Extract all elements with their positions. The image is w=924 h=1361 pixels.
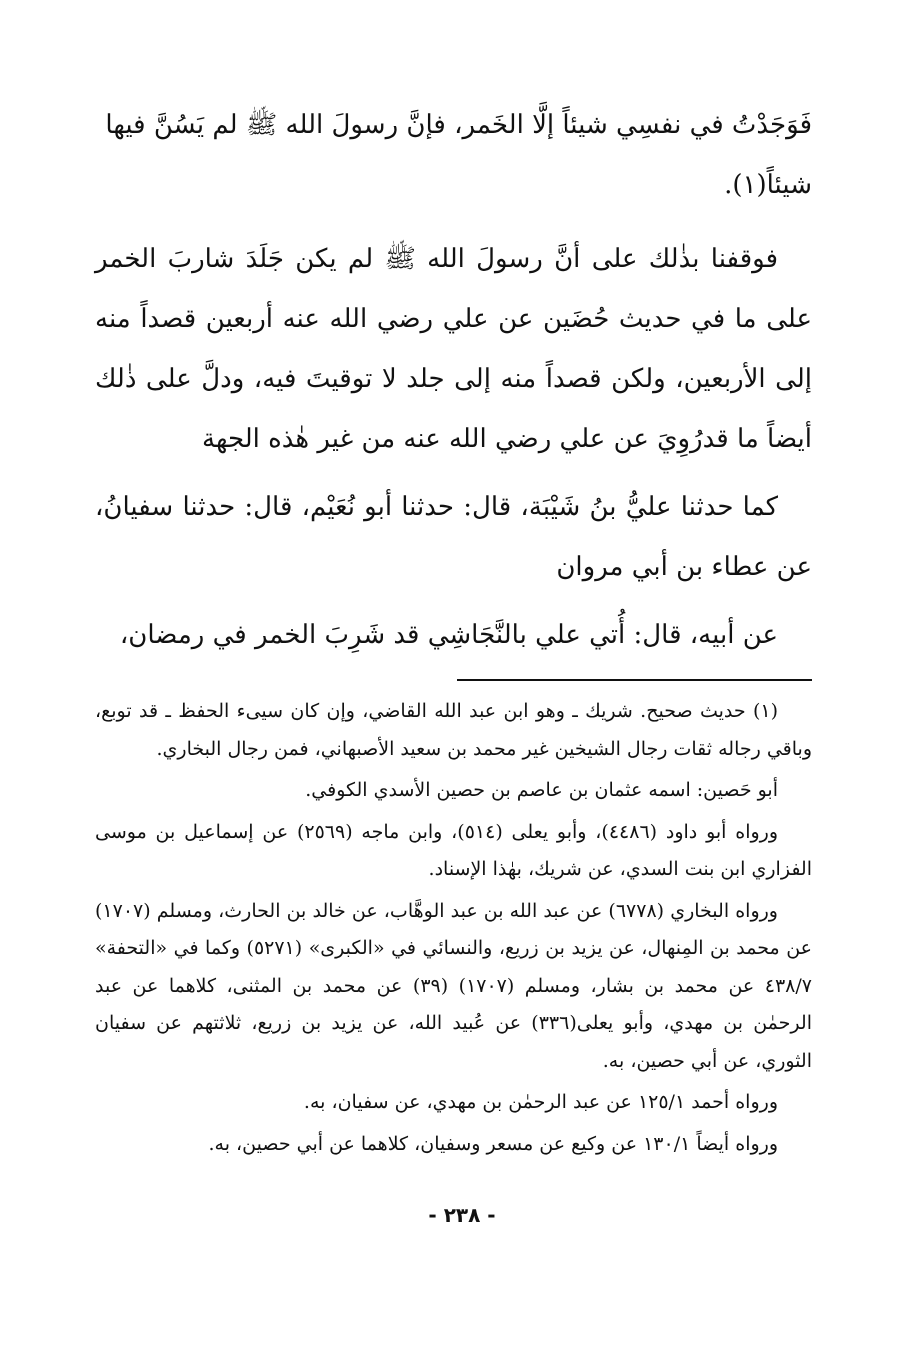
- line: أيضاً ما قدرُوِيَ عن علي رضي الله عنه من غير هٰذه الجهة: [202, 424, 812, 454]
- line: (١) حديث صحيح. شريك ـ وهو ابن عبد الله القاضي، وإن كان سيىء: [236, 700, 779, 722]
- line: ورواه أيضاً ١٣٠/١ عن وكيع عن مسعر وسفيان، كلاهما عن أبي حصين، به.: [208, 1132, 778, 1155]
- line: كما حدثنا عليُّ بنُ شَيْبَة، قال: حدثنا أبو نُعَيْم، قال: حدثنا: [182, 492, 779, 522]
- separator-rule: [457, 679, 812, 681]
- footnote-1: [95, 693, 812, 768]
- footnote-5: [95, 1084, 812, 1122]
- line: إسماعيل بن موسى الفزاري ابن بنت السدي، عن شريك، بهٰذا الإسناد.: [95, 820, 812, 880]
- paragraph-3: [95, 477, 812, 597]
- footnote-2: [95, 772, 812, 810]
- footnotes: [95, 693, 812, 1163]
- line: ورواه أبو داود (٤٤٨٦)، وأبو يعلى (٥١٤)، وابن ماجه (٢٥٦٩) عن: [262, 820, 779, 843]
- line: ورواه أحمد ١٢٥/١ عن عبد الرحمٰن بن مهدي، عن سفيان، به.: [303, 1091, 778, 1113]
- line: إلى الأربعين، ولكن قصداً منه إلى جلد لا توقيتَ فيه، ودلَّ على ذٰلك: [95, 364, 812, 394]
- line: الحفظ ـ قد توبع، وباقي رجاله ثقات رجال الشيخين غير محمد بن سعيد: [95, 700, 812, 760]
- main-text: [95, 95, 812, 665]
- line: فَوَجَدْتُ في نفسِي شيئاً إلَّا الخَمر، فإنَّ رسولَ الله ﷺ لم يَسُنَّ فيها: [105, 110, 812, 140]
- line: عُبيد الله، عن يزيد بن زريع، ثلاثتهم عن سفيان الثوري، عن أبي حصين، به.: [95, 1012, 812, 1072]
- line: ومسلم (١٧٠٧) عن محمد بن المِنهال، عن يزيد بن زريع، والنسائي في «الكبرى»: [95, 899, 812, 959]
- line: عن أبيه، قال: أُتي علي بالنَّجَاشِي قد شَرِبَ الخمر في رمضان،: [119, 620, 778, 650]
- page-number: - ٢٣٨ -: [428, 1203, 496, 1227]
- footnote-3: [95, 814, 812, 889]
- line: شيئاً(١).: [724, 170, 812, 200]
- line: ورواه البخاري (٦٧٧٨) عن عبد الله بن عبد الوهَّاب، عن خالد بن الحارث،: [218, 899, 778, 922]
- paragraph-1: [95, 95, 812, 215]
- footnote-4: [95, 893, 812, 1081]
- line: (٥٢٧١) وكما في «التحفة» ٤٣٨/٧ عن محمد بن بشار، ومسلم (١٧٠٧) (٣٩): [95, 937, 812, 997]
- footnote-separator: [95, 665, 812, 693]
- footnote-6: [95, 1126, 812, 1164]
- line: الأصبهاني، فمن رجال البخاري.: [156, 737, 395, 760]
- line: عن محمد بن المثنى، كلاهما عن عبد الرحمٰن بن مهدي، وأبو يعلى(٣٣٦) عن: [95, 974, 812, 1034]
- line: أبو حَصين: اسمه عثمان بن عاصم بن حصين الأسدي الكوفي.: [305, 779, 778, 801]
- line: سفيانُ، عن عطاء بن أبي مروان: [95, 492, 812, 582]
- line: فوقفنا بذٰلك على أنَّ رسولَ الله ﷺ لم يكن جَلَدَ شاربَ الخمر: [95, 244, 778, 274]
- line: على ما في حديث حُضَين عن علي رضي الله عنه أربعين قصداً منه: [95, 304, 812, 334]
- paragraph-4: [95, 605, 812, 665]
- paragraph-2: [95, 229, 812, 469]
